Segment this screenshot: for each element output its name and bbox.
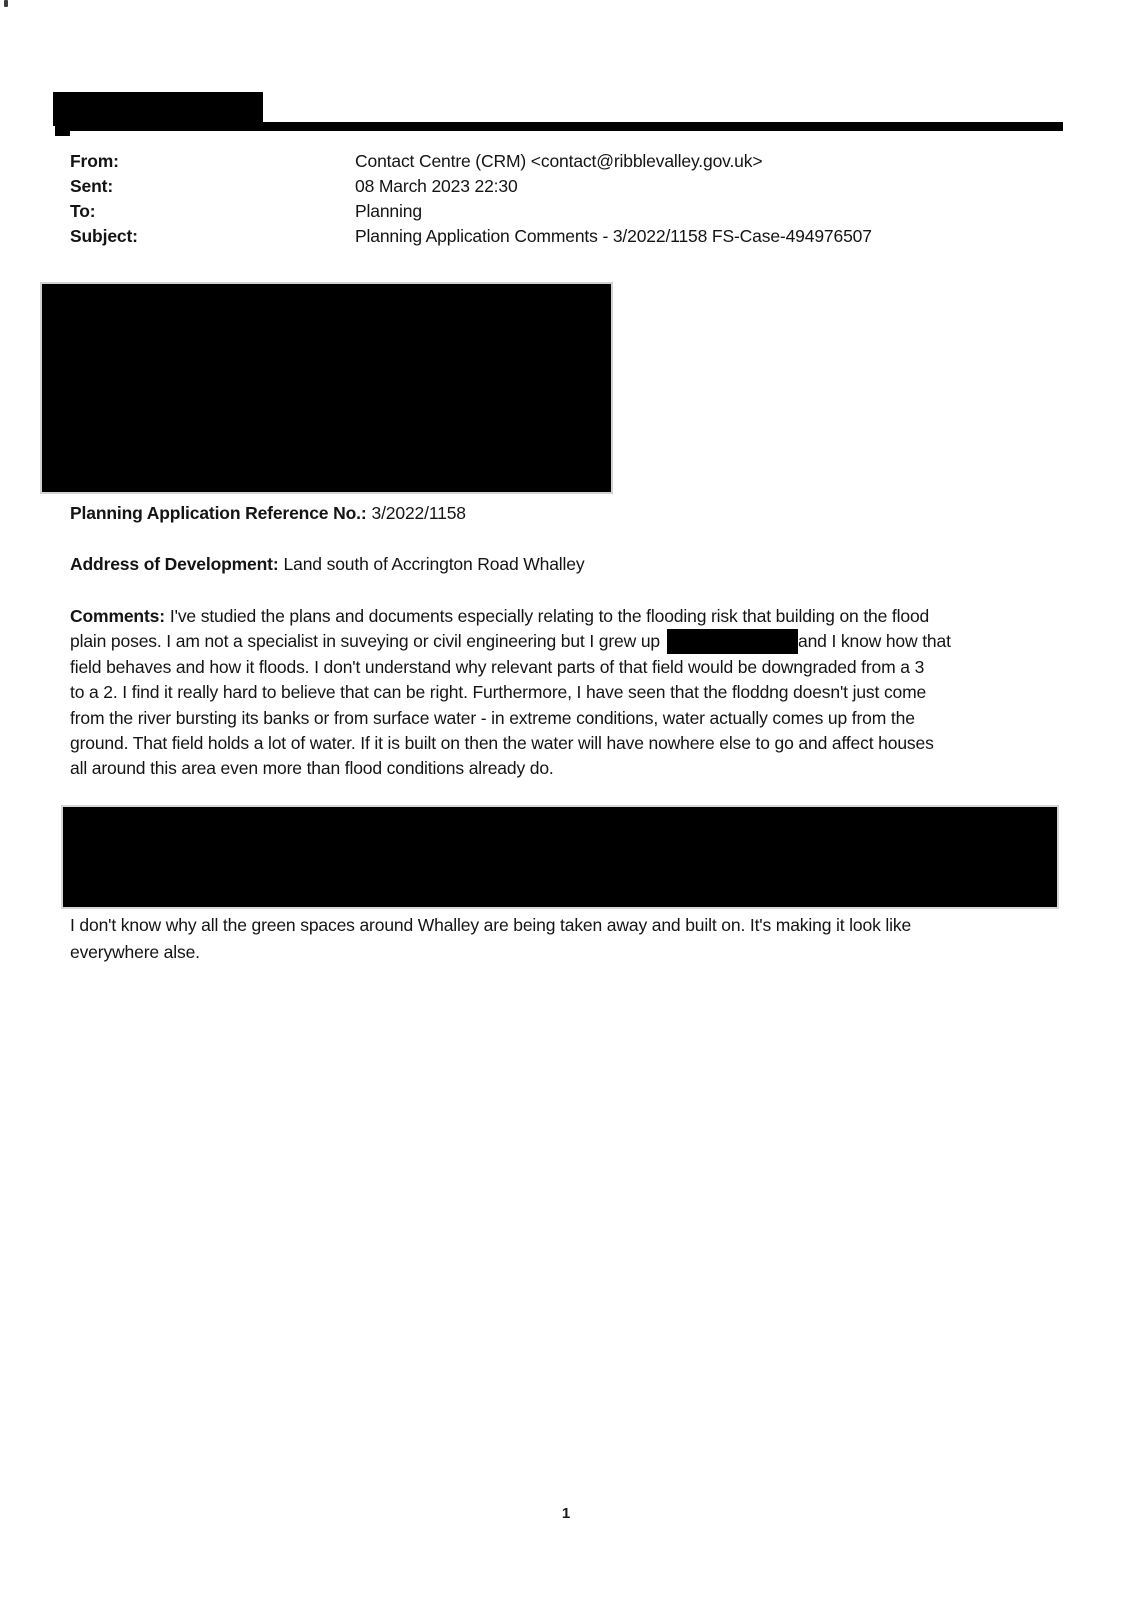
comments-line-2-after: and I know how that [798, 631, 951, 652]
comments-line-7: all around this area even more than flood conditions already do. [70, 758, 554, 779]
subject-value: Planning Application Comments - 3/2022/1158 FS-Case-494976507 [355, 226, 872, 246]
email-header-row-sent [0, 176, 1132, 199]
email-header-row-to [0, 201, 1132, 224]
comments-line-2 [70, 629, 1050, 654]
comments-line-2-before: plain poses. I am not a specialist in suveying or civil engineering but I grew up [70, 631, 660, 652]
header-divider-line [55, 122, 1063, 131]
closing-paragraph [70, 912, 1050, 965]
comments-line-1 [70, 604, 1050, 629]
email-header-row-subject [0, 226, 1132, 249]
planning-reference-label: Planning Application Reference No.: [70, 503, 367, 523]
redaction-header-nub [55, 126, 70, 136]
scan-artifact-mark [4, 0, 8, 7]
address-label: Address of Development: [70, 554, 279, 574]
comments-line-3: field behaves and how it floods. I don't understand why relevant parts of that field would be downgraded from a 3 [70, 656, 925, 677]
to-label: To: [70, 201, 96, 221]
from-value: Contact Centre (CRM) <contact@ribblevalley.gov.uk> [355, 151, 763, 171]
address-line [70, 554, 584, 575]
comments-line-4: to a 2. I find it really hard to believe that can be right. Furthermore, I have seen that the floddng doesn't just come [70, 682, 927, 703]
comments-line-5: from the river bursting its banks or from surface water - in extreme conditions, water actually comes up from the [70, 707, 915, 728]
comments-line-6: ground. That field holds a lot of water. If it is built on then the water will have nowhere else to go and affect houses [70, 733, 934, 754]
comments-paragraph [70, 604, 1050, 782]
from-label: From: [70, 151, 119, 171]
sent-label: Sent: [70, 176, 114, 196]
page-number: 1 [561, 1505, 571, 1522]
redaction-signature-block [63, 807, 1057, 907]
redaction-header-block [53, 92, 263, 126]
planning-reference-line [70, 503, 466, 524]
to-value: Planning [355, 201, 422, 221]
address-value: Land south of Accrington Road Whalley [283, 554, 585, 574]
closing-line-1: I don't know why all the green spaces around Whalley are being taken away and built on. It's making it look like [70, 915, 912, 935]
comments-line-1-text: I've studied the plans and documents especially relating to the flooding risk that building on the flood [169, 606, 930, 626]
redaction-message-block [42, 284, 611, 492]
sent-value: 08 March 2023 22:30 [355, 176, 518, 196]
planning-reference-value: 3/2022/1158 [371, 503, 466, 523]
comments-label: Comments: [70, 606, 165, 626]
redaction-inline-location [667, 629, 798, 654]
email-header-row-from [0, 151, 1132, 174]
subject-label: Subject: [70, 226, 138, 246]
closing-line-2: everywhere alse. [70, 941, 200, 962]
